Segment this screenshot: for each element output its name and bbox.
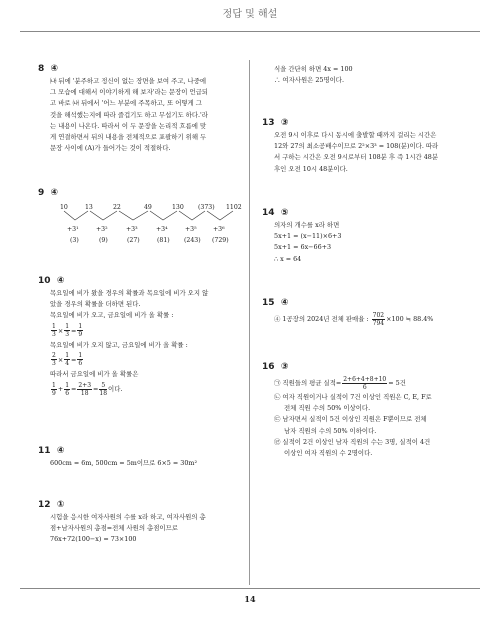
q12-line: 점+남자사원의 총점=전체 사원의 총점이므로: [50, 524, 178, 533]
q10-conclusion: 따라서 금요일에 비가 올 확률은: [50, 369, 139, 378]
q14-line: 5x+1 = (x−11)×6+3: [274, 232, 342, 241]
q10-case1-formula: $\frac{1}{3}$ × $\frac{1}{3}$ = $\frac{1}{9}$: [52, 323, 83, 339]
q14-line: 5x+1 = 6x−66+3: [274, 243, 332, 252]
q11-line: 600cm = 6m, 500cm = 5m이므로 6×5 = 30m²: [50, 459, 198, 467]
question-8-heading: 8 ④: [38, 64, 59, 74]
sequence-diff: +3⁶: [213, 226, 225, 233]
sequence-diff-value: (27): [127, 237, 140, 244]
q14-line: ∴ x = 64: [274, 254, 302, 263]
q8-line: 게 연결하면서 뒤의 내용을 전체적으로 포괄하기 위해 두: [50, 133, 207, 142]
q16-item-3-cont: 남자 직원의 수의 50% 이하이다.: [284, 426, 377, 435]
sequence-diff: +3²: [96, 226, 108, 233]
question-10-heading: 10 ④: [38, 276, 65, 286]
question-12-continued: [262, 64, 472, 86]
sequence-term: (373): [198, 204, 215, 211]
q13-line: 12와 27의 최소공배수이므로 2²×3³ = 108(분)이다. 따라: [274, 142, 439, 151]
q12-cont-line: ∴ 여자사원은 25명이다.: [274, 76, 345, 85]
q16-item-4-cont: 이상인 여자 직원의 수 2명이다.: [284, 449, 373, 458]
question-14: [262, 208, 472, 265]
sequence-diff-value: (81): [157, 237, 170, 244]
q12-cont-line: 식을 간단히 하면 4x = 100: [274, 65, 353, 73]
q12-line: 시험을 응시한 여자사원의 수를 x라 하고, 여자사원의 총: [50, 513, 206, 521]
q8-line: 문장 사이에 (A)가 들어가는 것이 적절하다.: [50, 144, 171, 153]
question-13: [262, 118, 472, 175]
q10-intro: 목요일에 비가 왔을 경우의 확률과 목요일에 비가 오지 않: [50, 289, 209, 297]
q8-line: 그 모습에 대해서 이야기하게 해 보자'라는 문장이 언급되: [50, 88, 208, 97]
sequence-term: 49: [144, 204, 152, 211]
q8-line: 는 내용이 나온다. 따라서 이 두 문장을 논리적 흐름에 맞: [50, 121, 207, 130]
sequence-diff-value: (9): [99, 237, 108, 244]
page-number: 14: [244, 594, 256, 604]
q13-line: 서 구하는 시간은 오전 9시로부터 108분 후 즉 1시간 48분: [274, 153, 439, 162]
q8-line: 것을 해석했는지에 따라 즐겁기도 하고 무섭기도 하다.'라: [50, 110, 208, 119]
question-8: [38, 64, 243, 154]
q12-line: 76x+72(100−x) = 73×100: [50, 535, 137, 544]
q13-line: 후인 오전 10시 48분이다.: [274, 164, 348, 173]
q10-case2-label: 목요일에 비가 오지 않고, 금요일에 비가 올 확률 :: [50, 340, 188, 349]
question-16-heading: 16 ③: [262, 362, 289, 372]
q8-line: 고 바로 ㈏ 뒤에서 '어느 부분에 주목하고, 또 어떻게 그: [50, 99, 202, 108]
question-15-heading: 15 ④: [262, 298, 289, 308]
question-11: [38, 446, 243, 469]
q8-line: ㈏ 뒤에 '분주하고 정신이 없는 장면을 보여 주고, 나중에: [50, 77, 207, 85]
sequence-diff-value: (729): [212, 237, 229, 244]
q15-formula: ④ 1공장의 2024년 전체 판매율 : $\frac{702}{794}$ ×100 ≒ 88.4%: [274, 311, 434, 327]
question-9-heading: 9 ④: [38, 188, 59, 198]
q16-item-2-cont: 전체 직원 수의 50% 이상이다.: [284, 404, 371, 413]
question-12: [38, 500, 243, 546]
question-16: [262, 362, 472, 459]
q14-line: 의자의 개수를 x라 하면: [274, 221, 340, 229]
q16-item-2: ㉡ 여자 직원이거나 실적이 7건 이상인 직원은 C, E, F로: [274, 393, 432, 401]
q10-final-formula: $\frac{1}{9}$ + $\frac{1}{6}$ = $\frac{2+3}{18}$ = $\frac{5}{18}$ 이다.: [52, 381, 123, 397]
sequence-term: 13: [85, 204, 93, 211]
header-rule: [20, 31, 480, 32]
sequence-term: 1102: [226, 204, 242, 211]
question-12-heading: 12 ①: [38, 500, 65, 510]
q10-case2-formula: $\frac{2}{3}$ × $\frac{1}{4}$ = $\frac{1}{6}$: [52, 352, 83, 368]
page-header: 정답 및 해설: [222, 9, 278, 20]
question-11-heading: 11 ④: [38, 446, 65, 456]
sequence-diff-value: (243): [184, 237, 201, 244]
sequence-diff: +3⁴: [156, 226, 168, 233]
footer-rule: [20, 588, 480, 589]
q16-item-3: ㉢ 남자면서 실적이 5건 이상인 직원은 F뿐이므로 전체: [274, 415, 427, 424]
sequence-diff: +3¹: [67, 226, 79, 233]
sequence-diagram: [50, 200, 243, 246]
sequence-diff: +3⁵: [185, 226, 197, 233]
sequence-diff: +3³: [126, 226, 138, 233]
column-divider: [249, 60, 250, 585]
q13-line: 오전 9시 이후로 다시 동시에 출발할 때까지 걸리는 시간은: [274, 131, 437, 139]
sequence-term: 22: [113, 204, 121, 211]
sequence-diff-value: (3): [70, 237, 79, 244]
question-14-heading: 14 ⑤: [262, 208, 289, 218]
sequence-arrows: [50, 210, 250, 224]
q10-intro: 았을 경우의 확률을 더하면 된다.: [50, 300, 141, 309]
question-13-heading: 13 ③: [262, 118, 289, 128]
q10-case1-label: 목요일에 비가 오고, 금요일에 비가 올 확률 :: [50, 311, 174, 320]
question-15: [262, 298, 472, 328]
sequence-term: 10: [60, 204, 68, 211]
q16-item-1: ㉠ 직원들의 평균 실적= $\frac{2+6+4+8+10}{6}$ = 5건: [274, 375, 406, 391]
q16-item-4: ㉣ 실적이 2건 이상인 남자 직원의 수는 3명, 실적이 4건: [274, 437, 431, 446]
question-10: [38, 276, 243, 398]
sequence-term: 130: [172, 204, 184, 211]
question-9: [38, 188, 243, 246]
